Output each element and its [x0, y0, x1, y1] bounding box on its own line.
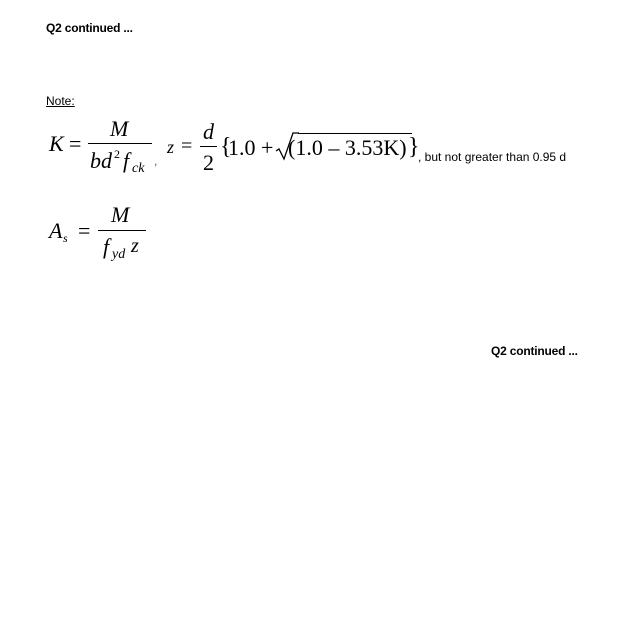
formula-k-den-sub: ck — [132, 161, 145, 176]
formula-z-brace-close: } — [408, 134, 420, 160]
formula-k-separator: , — [154, 154, 158, 168]
note-label: Note: — [46, 94, 75, 108]
formula-z-fraction-bar — [200, 146, 217, 147]
formula-k-den-bd: bd — [90, 148, 112, 173]
formula-z-lhs: z — [167, 137, 175, 157]
formula-z-brace-open: { — [220, 134, 232, 160]
formula-k-den-exponent: 2 — [114, 147, 120, 161]
formula-z-sqrt-overline — [298, 133, 412, 134]
formula-as-numerator: M — [111, 202, 130, 227]
formula-k-lhs: K — [49, 131, 64, 156]
formula-z-equals: = — [181, 135, 193, 157]
formula-k-numerator: M — [110, 116, 129, 141]
formula-k-fraction-bar — [88, 143, 152, 144]
formula-k-den-f: f — [123, 148, 130, 173]
formula-as-lhs-sub: s — [63, 231, 68, 245]
formula-as-equals: = — [78, 218, 91, 243]
formula-k-equals: = — [69, 131, 82, 156]
formula-as-den-f: f — [103, 234, 110, 259]
formula-z-frac-num: d — [203, 119, 214, 144]
formula-as-den-sub: yd — [112, 247, 126, 262]
formula-z-condition: , but not greater than 0.95 d — [418, 150, 567, 164]
page-heading-top: Q2 continued ... — [46, 21, 133, 35]
formula-z-frac-den: 2 — [203, 150, 214, 175]
formula-as-fraction-bar — [98, 230, 146, 231]
formula-z-term1: 1.0 + — [228, 135, 274, 160]
formula-z-sqrt-body: (1.0 – 3.53K) — [288, 135, 407, 160]
formula-as-lhs: A — [49, 218, 63, 243]
page-heading-bottom: Q2 continued ... — [491, 344, 578, 358]
formula-as-den-z: z — [131, 235, 139, 257]
